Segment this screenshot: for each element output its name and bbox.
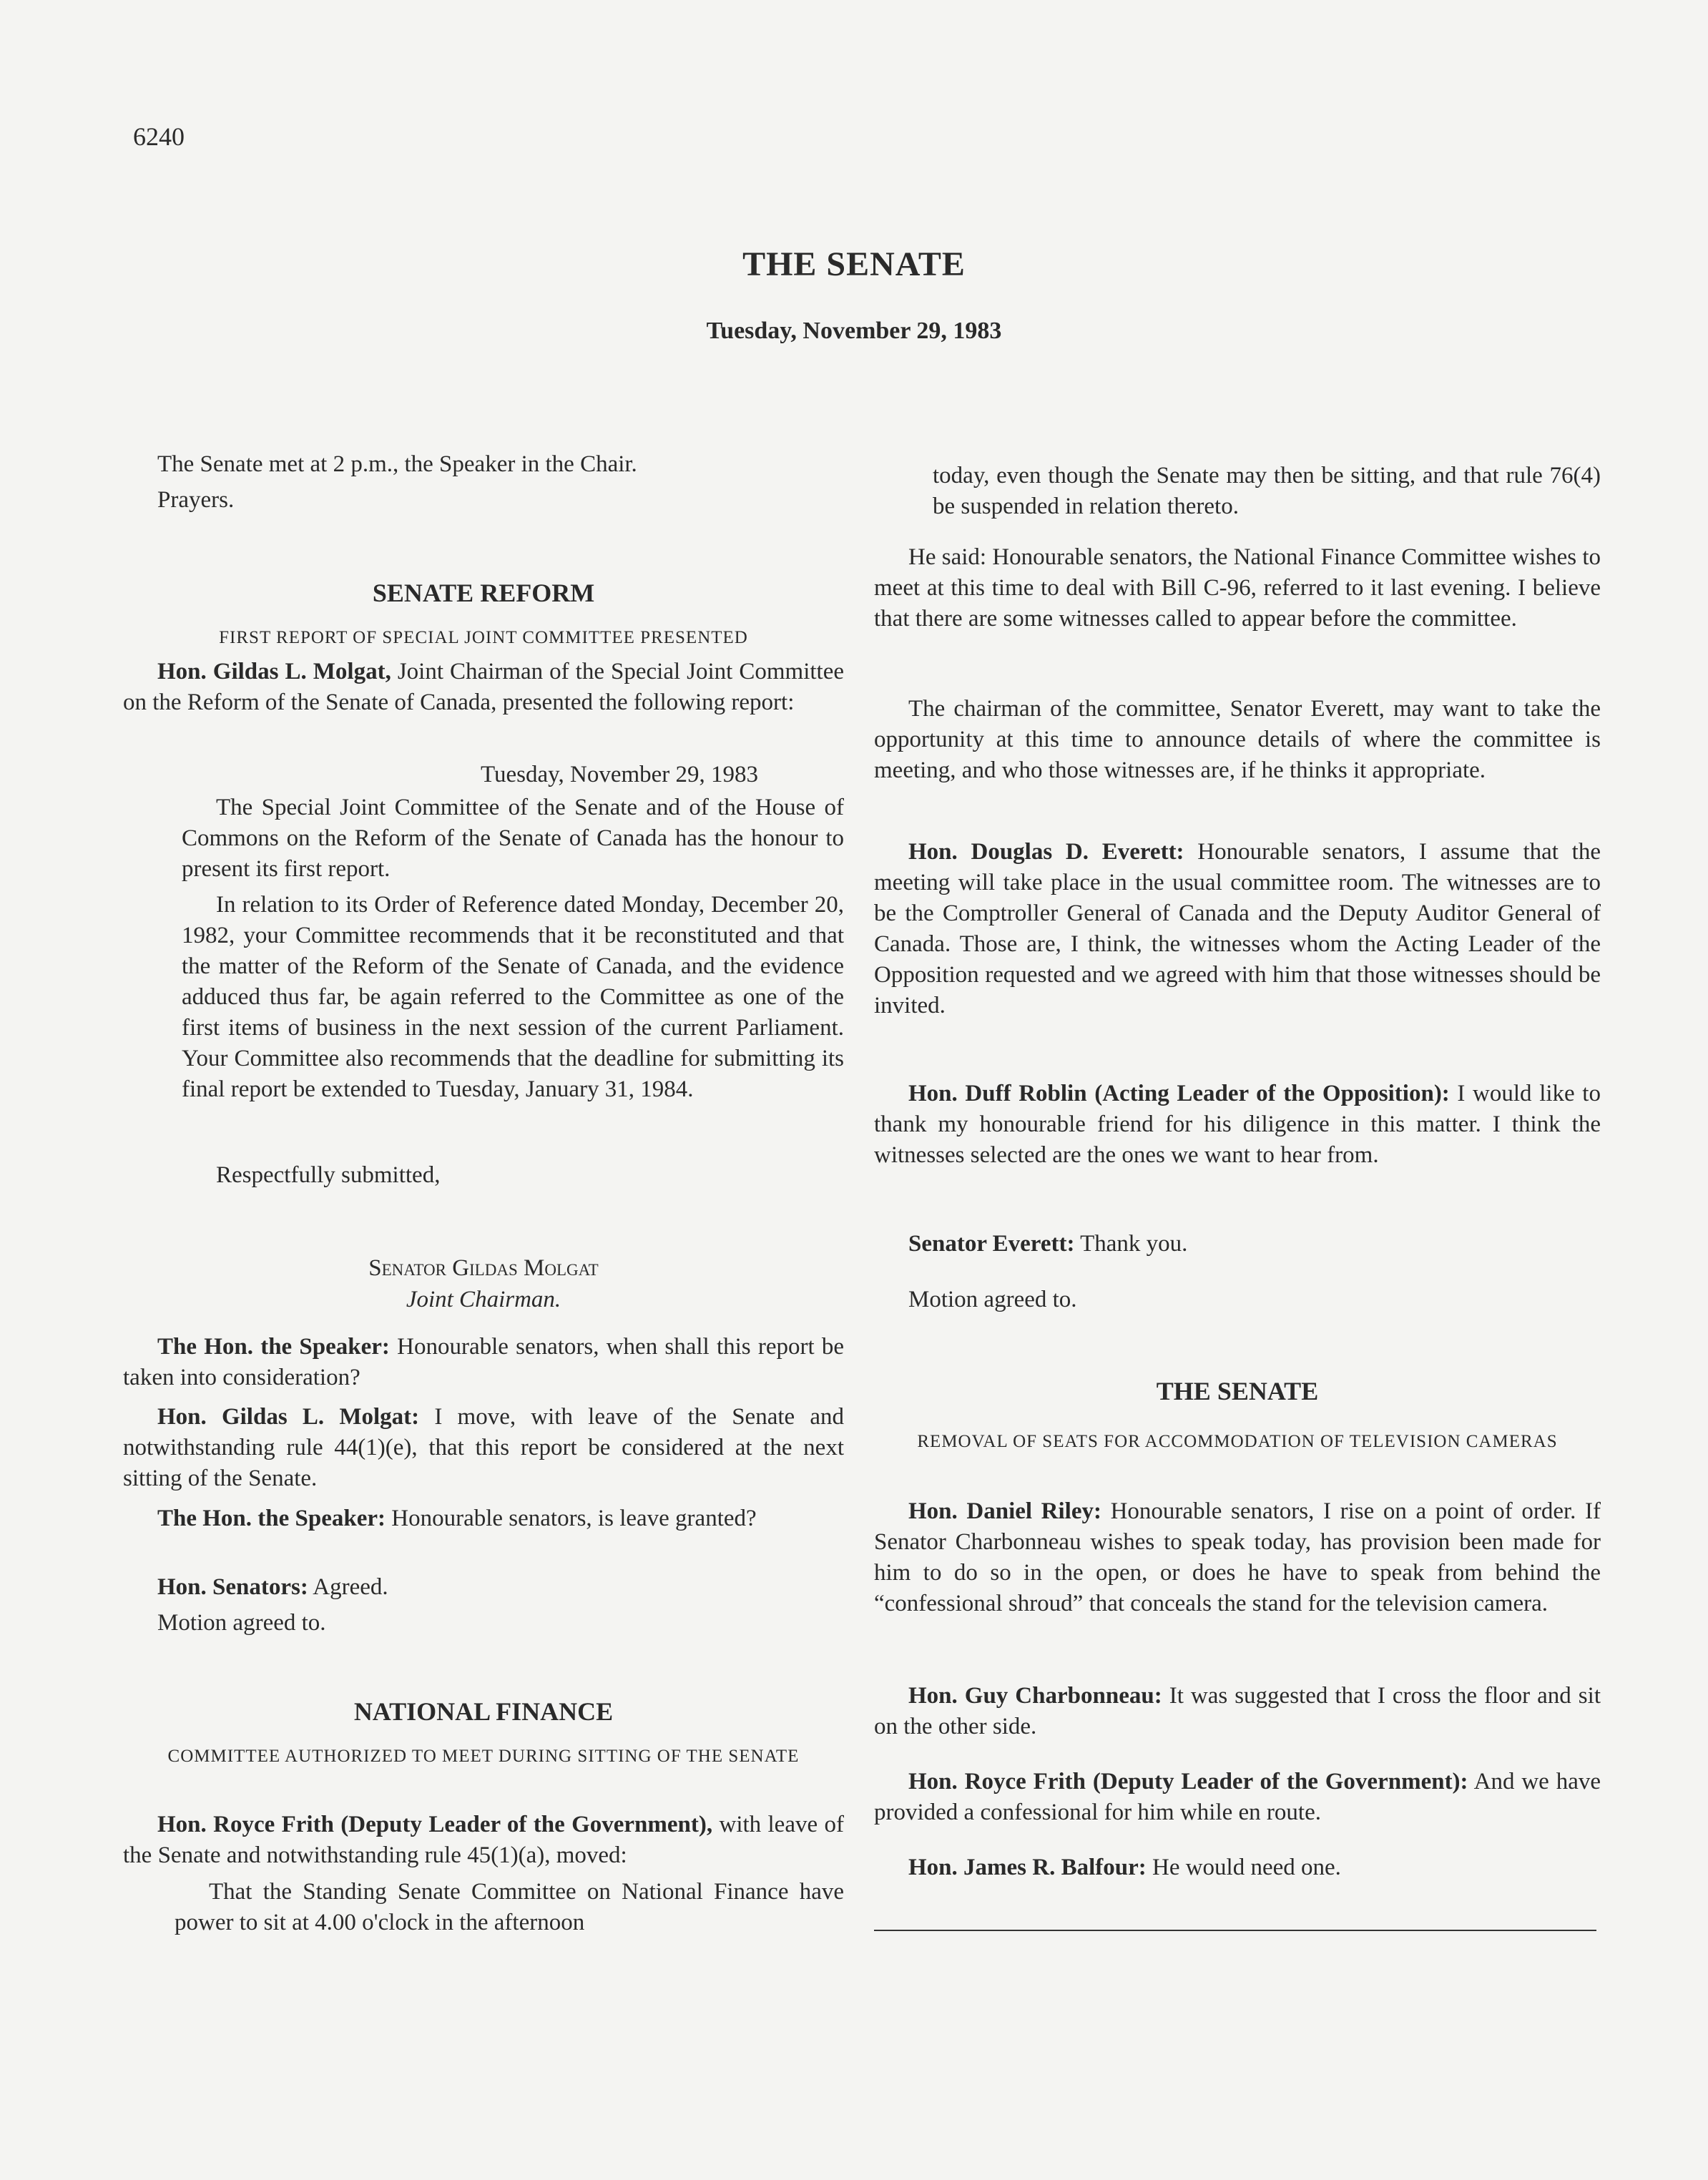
- end-rule: [874, 1930, 1596, 1931]
- speaker-question: [123, 1332, 844, 1393]
- speech-text: Honourable senators, I rise on a point of order. If Senator Charbonneau wishes to speak today, has provision been made for him to do so in the open, or does he have to speak from behind the “confessional shroud” that conceals the stand for the television camera.: [874, 1498, 1601, 1616]
- motion-continued: today, even though the Senate may then be sitting, and that rule 76(4) be suspended in relation thereto.: [933, 463, 1601, 519]
- report-closing: Respectfully submitted,: [216, 1162, 441, 1188]
- speech-text: Agreed.: [308, 1574, 388, 1600]
- section-subheading-national-finance: COMMITTEE AUTHORIZED TO MEET DURING SITTING OF THE SENATE: [167, 1747, 800, 1766]
- speaker-name: Hon. Guy Charbonneau:: [908, 1683, 1162, 1709]
- speaker-name: The Hon. the Speaker:: [157, 1334, 390, 1360]
- speech-text: Honourable senators, when shall this report be taken into consideration?: [123, 1334, 844, 1390]
- everett-reply: [874, 837, 1601, 1021]
- page-number: 6240: [133, 122, 185, 151]
- speaker-name: Hon. Douglas D. Everett:: [908, 839, 1184, 865]
- speaker-name: The Hon. the Speaker:: [157, 1506, 386, 1531]
- motion-agreed-right: Motion agreed to.: [908, 1287, 1077, 1312]
- speech-text: Thank you.: [1074, 1231, 1188, 1257]
- section-heading-national-finance: NATIONAL FINANCE: [353, 1697, 614, 1726]
- report-paragraph-1: The Special Joint Committee of the Senate and of the House of Commons on the Reform of the Senate of Canada has the honour to present its first report.: [182, 795, 844, 882]
- charbonneau-reply: [874, 1681, 1601, 1742]
- riley-point-of-order: [874, 1496, 1601, 1619]
- senators-agreed: [123, 1572, 844, 1603]
- frith-motion: [123, 1810, 844, 1871]
- opening-paragraph: The Senate met at 2 p.m., the Speaker in the Chair.: [157, 451, 637, 477]
- frith-said: He said: Honourable senators, the National Finance Committee wishes to meet at this time to deal with Bill C-96, referred to it last evening. I believe that there are some witnesses called to appear before the committee.: [874, 544, 1601, 632]
- frith-reply: [874, 1767, 1601, 1828]
- section-heading-the-senate: THE SENATE: [1156, 1377, 1319, 1405]
- speaker-name: Hon. Daniel Riley:: [908, 1498, 1101, 1524]
- speaker-name: Hon. Royce Frith (Deputy Leader of the Government):: [908, 1769, 1468, 1794]
- report-paragraph-2: In relation to its Order of Reference dated Monday, December 20, 1982, your Committee recommends that it be reconstituted and that the matter of the Reform of the Senate of Canada, and the evidence adduced thus far, be again referred to the Committee as one of the first items of business in the next session of the current Parliament. Your Committee also recommends that the deadline for submitting its final report be extended to Tuesday, January 31, 1984.: [182, 892, 844, 1102]
- molgat-report-intro: [123, 657, 844, 718]
- speech-text: Honourable senators, is leave granted?: [386, 1506, 757, 1531]
- section-subheading-the-senate: REMOVAL OF SEATS FOR ACCOMMODATION OF TELEVISION CAMERAS: [917, 1432, 1558, 1451]
- roblin-reply: [874, 1079, 1601, 1171]
- signature-title: Joint Chairman.: [406, 1287, 561, 1312]
- chairman-paragraph: The chairman of the committee, Senator Everett, may want to take the opportunity at this time to announce details of where the committee is meeting, and who those witnesses are, if he thinks it appropriate.: [874, 696, 1601, 783]
- motion-text: That the Standing Senate Committee on National Finance have power to sit at 4.00 o'clock in the afternoon: [175, 1879, 844, 1935]
- speech-text: with leave of the Senate and notwithstanding rule 45(1)(a), moved:: [123, 1812, 844, 1868]
- speech-text: I would like to thank my honourable friend for his diligence in this matter. I think the witnesses selected are the ones we want to hear from.: [874, 1081, 1601, 1168]
- sitting-date: Tuesday, November 29, 1983: [706, 318, 1002, 344]
- balfour-reply: [874, 1852, 1601, 1883]
- speech-text: He would need one.: [1146, 1855, 1341, 1880]
- report-date: Tuesday, November 29, 1983: [481, 762, 759, 787]
- speech-text: Joint Chairman of the Special Joint Committee on the Reform of the Senate of Canada, presented the following report:: [123, 659, 844, 715]
- speaker-name: Hon. James R. Balfour:: [908, 1855, 1147, 1880]
- prayers: Prayers.: [157, 487, 235, 513]
- section-heading-senate-reform: SENATE REFORM: [372, 579, 595, 607]
- everett-thanks: [874, 1229, 1601, 1260]
- speaker-name: Hon. Royce Frith (Deputy Leader of the Government),: [157, 1812, 713, 1837]
- speaker-name: Hon. Duff Roblin (Acting Leader of the Opposition):: [908, 1081, 1450, 1106]
- signature-name: Senator Gildas Molgat: [368, 1255, 599, 1281]
- speaker-name: Hon. Gildas L. Molgat,: [157, 659, 391, 684]
- motion-agreed: Motion agreed to.: [157, 1610, 326, 1636]
- speech-text: And we have provided a confessional for him while en route.: [874, 1769, 1601, 1825]
- speech-text: Honourable senators, I assume that the meeting will take place in the usual committee room. The witnesses are to be the Comptroller General of Canada and the Deputy Auditor General of Canada. Those are, I think, the witnesses whom the Acting Leader of the Opposition requested and we agreed with him that those witnesses should be invited.: [874, 839, 1601, 1018]
- speech-text: I move, with leave of the Senate and notwithstanding rule 44(1)(e), that this report be considered at the next sitting of the Senate.: [123, 1404, 845, 1491]
- molgat-motion: [123, 1402, 844, 1494]
- page-title: THE SENATE: [742, 245, 966, 283]
- speaker-name: Senator Everett:: [908, 1231, 1075, 1257]
- speaker-name: Hon. Gildas L. Molgat:: [157, 1404, 420, 1430]
- section-subheading-senate-reform: FIRST REPORT OF SPECIAL JOINT COMMITTEE PRESENTED: [219, 628, 748, 647]
- speech-text: It was suggested that I cross the floor and sit on the other side.: [874, 1683, 1601, 1739]
- speaker-leave: [123, 1503, 844, 1534]
- speaker-name: Hon. Senators:: [157, 1574, 308, 1600]
